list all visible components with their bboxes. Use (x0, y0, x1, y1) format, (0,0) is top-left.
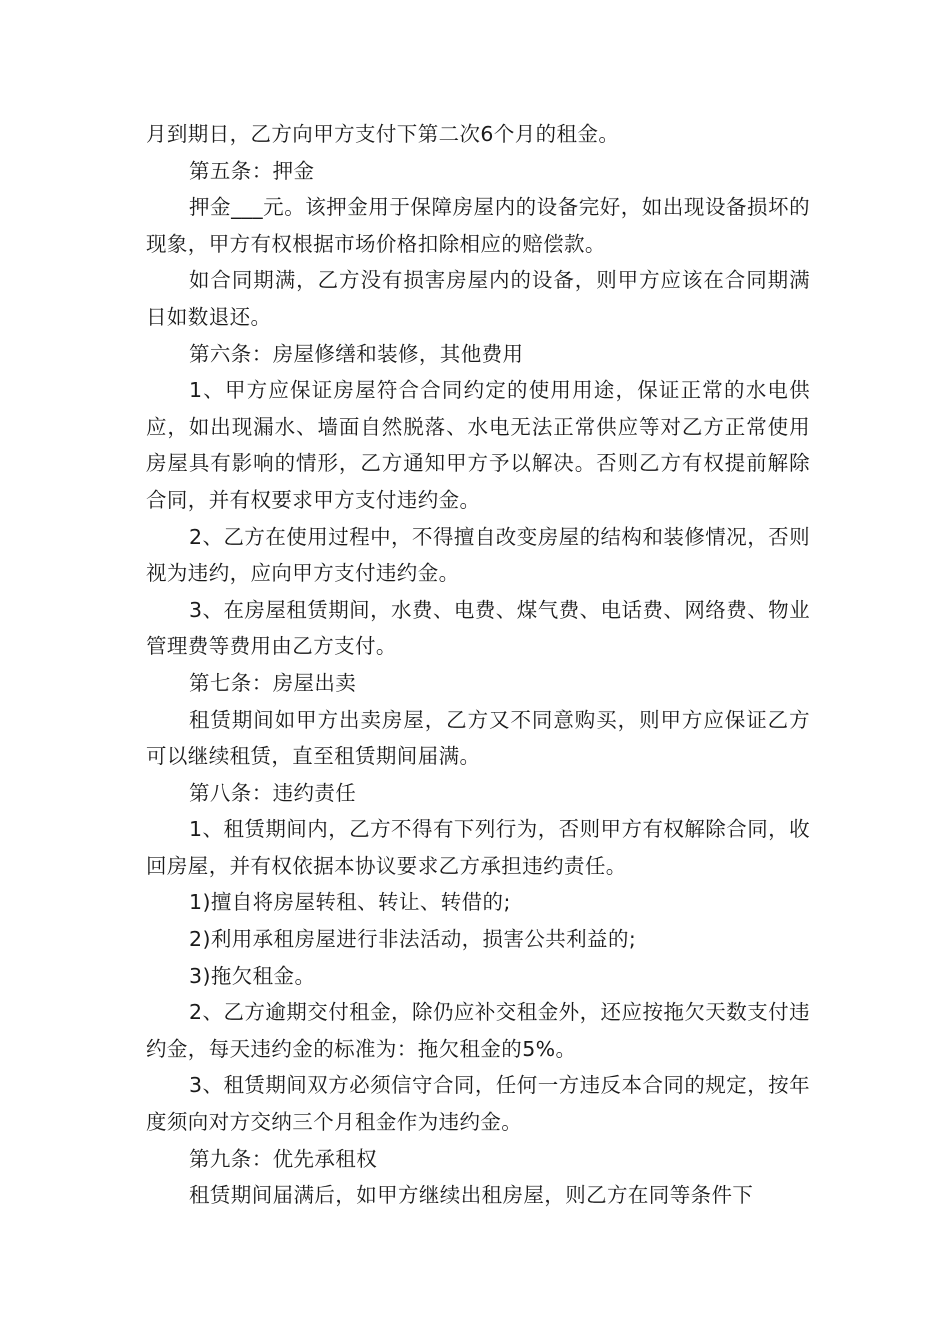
paragraph-article-9: 租赁期间届满后，如甲方继续出租房屋，则乙方在同等条件下 (189, 1183, 754, 1208)
paragraph-article-8-item-2: 2、乙方逾期交付租金，除仍应补交租金外，还应按拖欠天数支付违约金，每天违约金的标准为：拖欠租金的5%。 (146, 1000, 810, 1061)
paragraph-article-6-item-2: 2、乙方在使用过程中，不得擅自改变房屋的结构和装修情况，否则视为违约，应向甲方支付违约金。 (146, 524, 810, 586)
paragraph-article-7: 租赁期间如甲方出卖房屋，乙方又不同意购买，则甲方应保证乙方可以继续租赁，直至租赁期间届满。 (146, 707, 810, 769)
heading-article-9: 第九条：优先承租权 (189, 1146, 378, 1171)
paragraph-article-8-item-3: 3、租赁期间双方必须信守合同，任何一方违反本合同的规定，按年度须向对方交纳三个月租金作为违约金。 (146, 1073, 810, 1135)
paragraph-rent-payment: 月到期日，乙方向甲方支付下第二次6个月的租金。 (146, 122, 620, 146)
heading-article-5: 第五条：押金 (189, 158, 315, 183)
heading-article-8: 第八条：违约责任 (189, 780, 357, 805)
heading-article-6: 第六条：房屋修缮和装修，其他费用 (189, 341, 524, 366)
heading-article-7: 第七条：房屋出卖 (189, 670, 357, 695)
document-page (146, 116, 810, 1214)
paragraph-deposit: 押金___元。该押金用于保障房屋内的设备完好，如出现设备损坏的现象，甲方有权根据市场价格扣除相应的赔偿款。 (146, 195, 810, 256)
paragraph-deposit-refund: 如合同期满，乙方没有损害房屋内的设备，则甲方应该在合同期满日如数退还。 (146, 268, 810, 329)
paragraph-article-6-item-3: 3、在房屋租赁期间，水费、电费、煤气费、电话费、网络费、物业管理费等费用由乙方支付。 (146, 597, 810, 659)
paragraph-article-8-item-1: 1、租赁期间内，乙方不得有下列行为，否则甲方有权解除合同，收回房屋，并有权依据本协议要求乙方承担违约责任。 (146, 817, 810, 878)
list-item-illegal-use: 2)利用承租房屋进行非法活动，损害公共利益的; (189, 927, 637, 952)
list-item-sublet: 1)擅自将房屋转租、转让、转借的; (189, 890, 511, 915)
paragraph-article-6-item-1: 1、甲方应保证房屋符合合同约定的使用用途，保证正常的水电供应，如出现漏水、墙面自然脱落、水电无法正常供应等对乙方正常使用房屋具有影响的情形，乙方通知甲方予以解决。否则乙方有权提前解除合同，并有权要求甲方支付违约金。 (146, 378, 810, 512)
list-item-rent-arrears: 3)拖欠租金。 (189, 963, 316, 988)
